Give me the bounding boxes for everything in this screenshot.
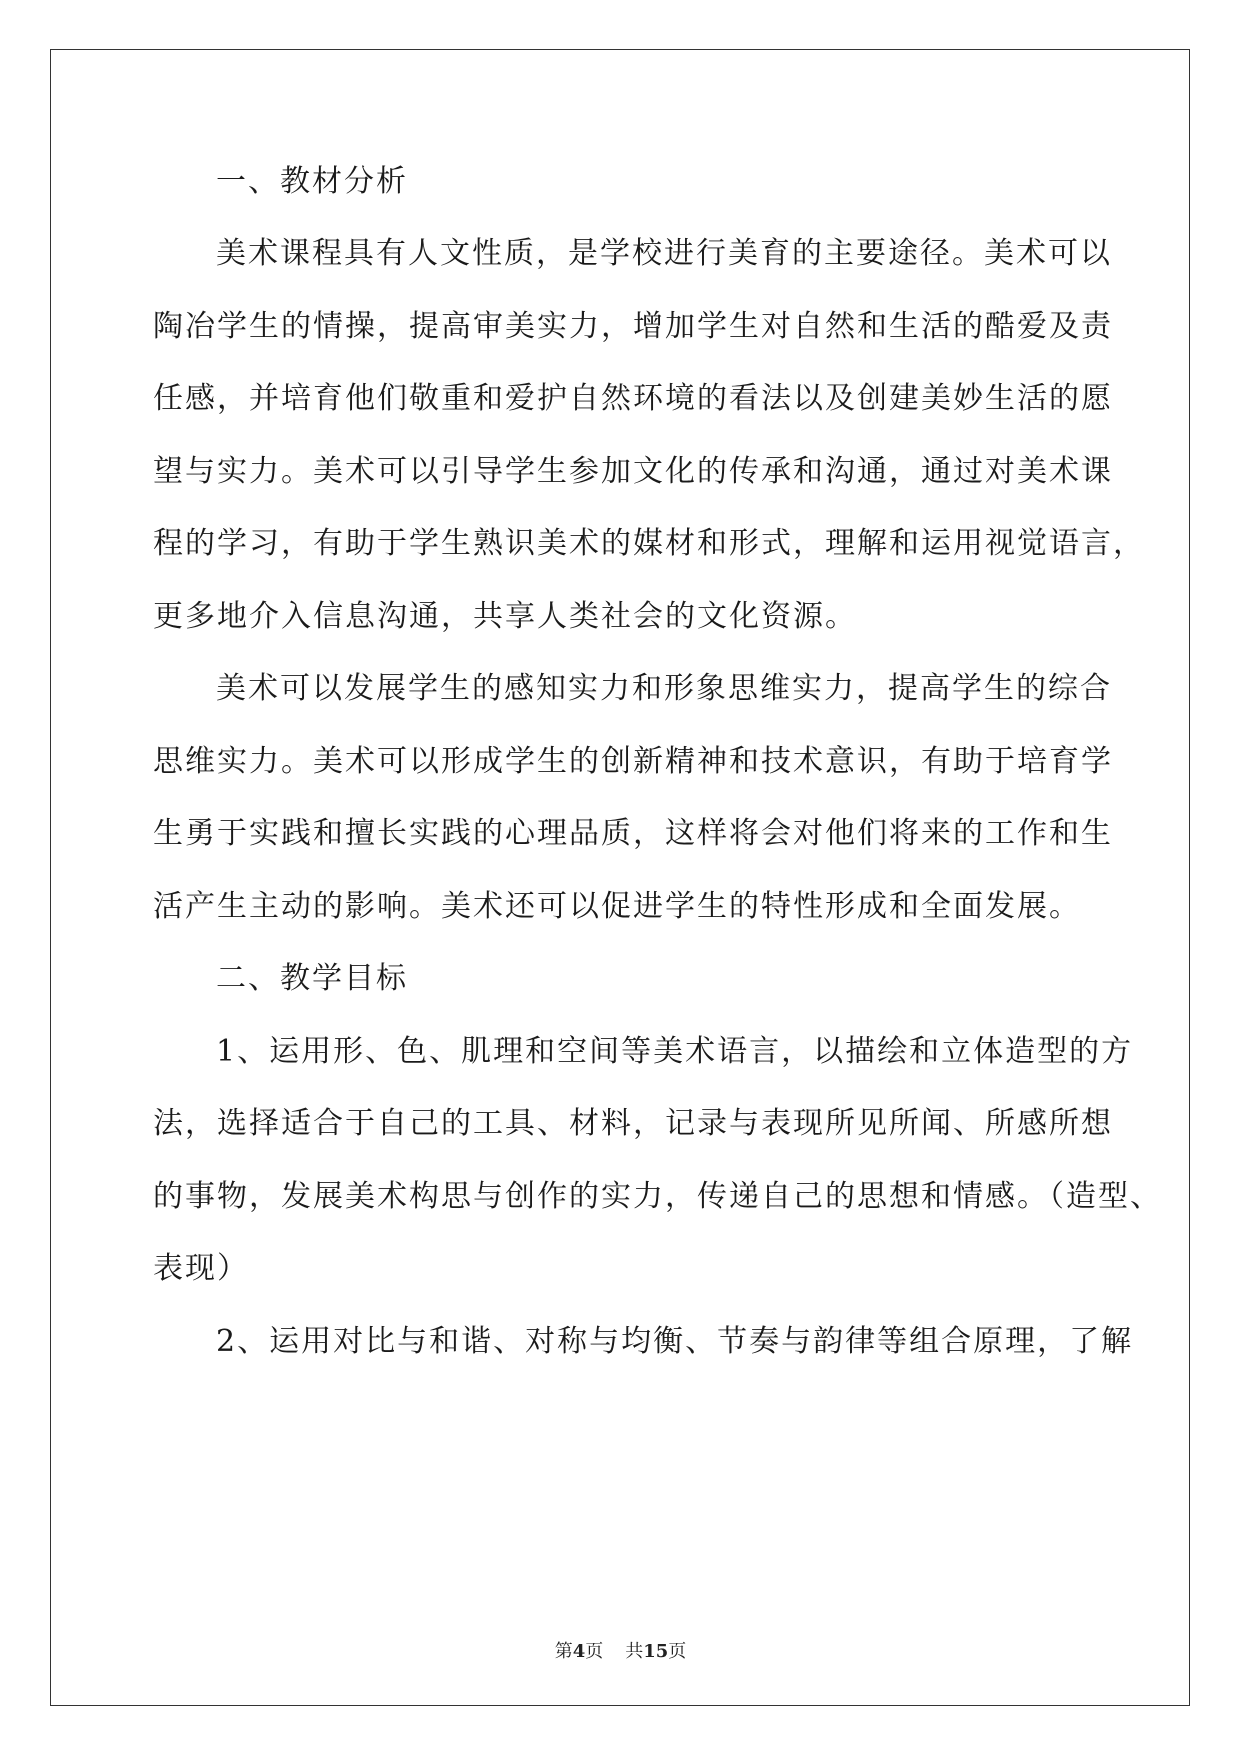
- paragraph-line: 美术可以发展学生的感知实力和形象思维实力，提高学生的综合: [216, 671, 1112, 706]
- total-prefix: 共: [625, 1641, 644, 1662]
- paragraph-line: 活产生主动的影响。美术还可以促进学生的特性形成和全面发展。: [153, 889, 1081, 924]
- paragraph-line: 2、运用对比与和谐、对称与均衡、节奏与韵律等组合原理，了解: [216, 1324, 1134, 1359]
- section-heading: 一、教材分析: [216, 164, 408, 199]
- page-prefix: 第: [554, 1641, 573, 1662]
- total-pages: 15: [643, 1641, 669, 1662]
- paragraph-line: 法，选择适合于自己的工具、材料，记录与表现所见所闻、所感所想: [153, 1106, 1113, 1141]
- paragraph-line: 的事物，发展美术构思与创作的实力，传递自己的思想和情感。（造型、: [153, 1179, 1162, 1214]
- page-border: [50, 49, 1190, 1706]
- page-number: 4: [572, 1641, 586, 1662]
- total-suffix: 页: [668, 1641, 687, 1662]
- paragraph-line: 表现）: [153, 1251, 249, 1286]
- paragraph-line: 更多地介入信息沟通，共享人类社会的文化资源。: [153, 599, 857, 634]
- paragraph-line: 思维实力。美术可以形成学生的创新精神和技术意识，有助于培育学: [153, 744, 1113, 779]
- paragraph-line: 生勇于实践和擅长实践的心理品质，这样将会对他们将来的工作和生: [153, 816, 1113, 851]
- paragraph-line: 任感，并培育他们敬重和爱护自然环境的看法以及创建美妙生活的愿: [153, 381, 1113, 416]
- paragraph-line: 美术课程具有人文性质，是学校进行美育的主要途径。美术可以: [216, 236, 1112, 271]
- paragraph-line: 1、运用形、色、肌理和空间等美术语言，以描绘和立体造型的方: [216, 1034, 1134, 1069]
- section-heading: 二、教学目标: [216, 961, 408, 996]
- paragraph-line: 陶冶学生的情操，提高审美实力，增加学生对自然和生活的酷爱及责: [153, 309, 1113, 344]
- page-suffix: 页: [585, 1641, 604, 1662]
- paragraph-line: 望与实力。美术可以引导学生参加文化的传承和沟通，通过对美术课: [153, 454, 1113, 489]
- page-footer: [0, 1640, 1241, 1664]
- paragraph-line: 程的学习，有助于学生熟识美术的媒材和形式，理解和运用视觉语言，: [153, 526, 1145, 561]
